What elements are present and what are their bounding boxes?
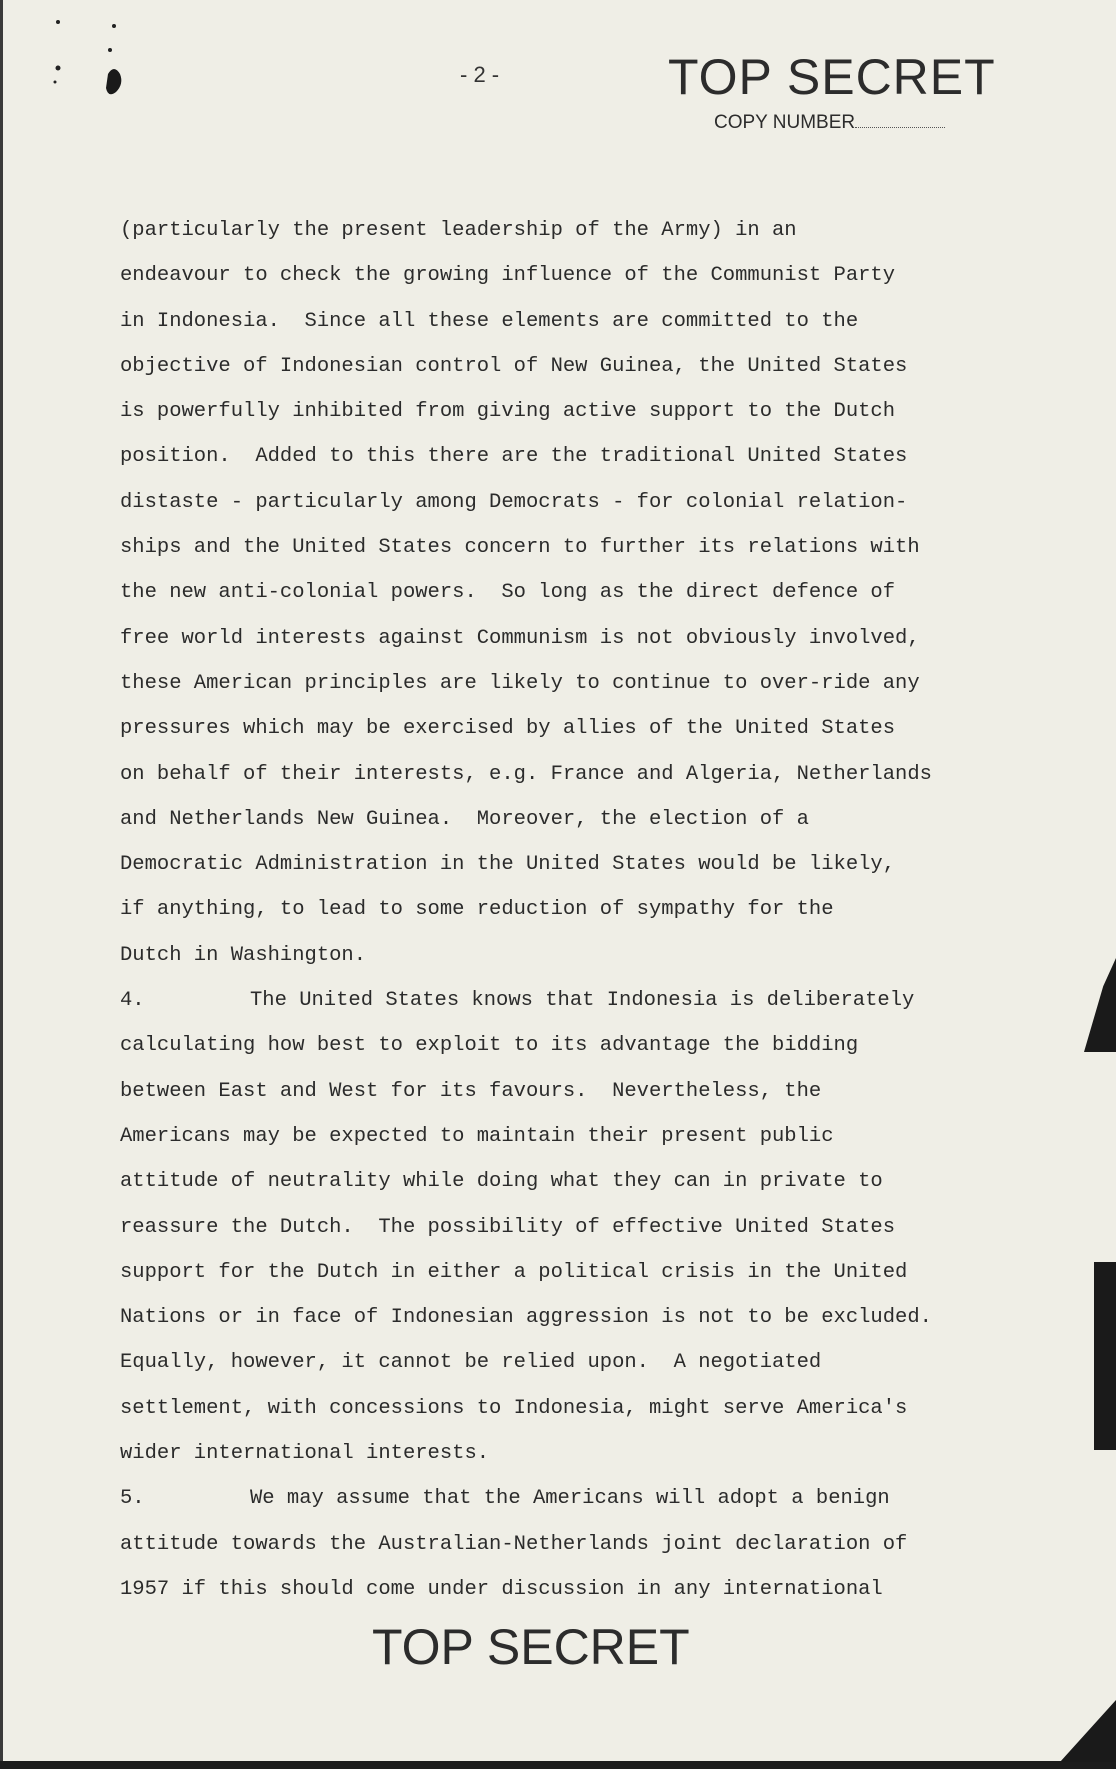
classification-footer: TOP SECRET xyxy=(372,1619,690,1675)
paragraph-4 xyxy=(120,978,1050,1476)
text-line: Dutch in Washington. xyxy=(120,943,367,967)
text-line: endeavour to check the growing influence of the Communist Party xyxy=(120,264,896,288)
text-line: and Netherlands New Guinea. Moreover, the election of a xyxy=(120,807,809,831)
page-bottom-edge xyxy=(0,1761,1116,1769)
text-line: free world interests against Communism is not obviously involved, xyxy=(120,626,920,650)
text-line: distaste - particularly among Democrats - for colonial relation- xyxy=(120,490,908,514)
text-line: ships and the United States concern to further its relations with xyxy=(120,536,920,560)
text-line: position. Added to this there are the traditional United States xyxy=(120,445,908,469)
text-line: attitude towards the Australian-Netherlands joint declaration of xyxy=(120,1532,908,1556)
text-line: Democratic Administration in the United States would be likely, xyxy=(120,853,896,877)
corner-mark xyxy=(1060,1700,1116,1762)
text-line: attitude of neutrality while doing what they can in private to xyxy=(120,1170,883,1194)
copy-number-field xyxy=(714,112,945,134)
copy-number-blank xyxy=(855,127,945,128)
page-left-edge xyxy=(0,0,10,1769)
paragraph-number: 4. xyxy=(120,989,145,1013)
text-line: Equally, however, it cannot be relied upon. A negotiated xyxy=(120,1351,822,1375)
text-line: if anything, to lead to some reduction of sympathy for the xyxy=(120,898,834,922)
text-line: in Indonesia. Since all these elements are committed to the xyxy=(120,309,859,333)
document-body xyxy=(120,208,1050,1612)
classification-header: TOP SECRET xyxy=(668,49,996,105)
paragraph-number: 5. xyxy=(120,1487,145,1511)
text-line: Americans may be expected to maintain their present public xyxy=(120,1124,834,1148)
punch-hole-mark xyxy=(52,20,142,110)
text-line: calculating how best to exploit to its advantage the bidding xyxy=(120,1034,859,1058)
text-line: We may assume that the Americans will adopt a benign xyxy=(250,1487,890,1511)
text-line: settlement, with concessions to Indonesia, might serve America's xyxy=(120,1396,908,1420)
paragraph-5-first-line xyxy=(120,1476,1050,1521)
paragraph-4-first-line xyxy=(120,978,1050,1023)
copy-number-label: COPY NUMBER xyxy=(714,112,856,133)
text-line: reassure the Dutch. The possibility of effective United States xyxy=(120,1215,896,1239)
text-line: support for the Dutch in either a political crisis in the United xyxy=(120,1260,908,1284)
text-line: 1957 if this should come under discussion in any international xyxy=(120,1577,883,1601)
binding-mark-upper xyxy=(1084,958,1116,1052)
text-line: the new anti-colonial powers. So long as the direct defence of xyxy=(120,581,896,605)
text-line: objective of Indonesian control of New Guinea, the United States xyxy=(120,354,908,378)
text-line: Nations or in face of Indonesian aggression is not to be excluded. xyxy=(120,1306,932,1330)
text-line: pressures which may be exercised by allies of the United States xyxy=(120,717,896,741)
text-line: (particularly the present leadership of the Army) in an xyxy=(120,219,797,242)
binding-mark-lower xyxy=(1094,1262,1116,1450)
text-line: is powerfully inhibited from giving active support to the Dutch xyxy=(120,400,896,424)
text-line: these American principles are likely to continue to over-ride any xyxy=(120,671,920,695)
text-line: on behalf of their interests, e.g. France and Algeria, Netherlands xyxy=(120,762,932,786)
text-line: between East and West for its favours. Nevertheless, the xyxy=(120,1079,822,1103)
text-line: wider international interests. xyxy=(120,1442,490,1466)
page-number: - 2 - xyxy=(460,62,500,87)
paragraph-3-continued xyxy=(120,208,1050,978)
paragraph-5 xyxy=(120,1476,1050,1612)
text-line: The United States knows that Indonesia is deliberately xyxy=(250,989,915,1013)
